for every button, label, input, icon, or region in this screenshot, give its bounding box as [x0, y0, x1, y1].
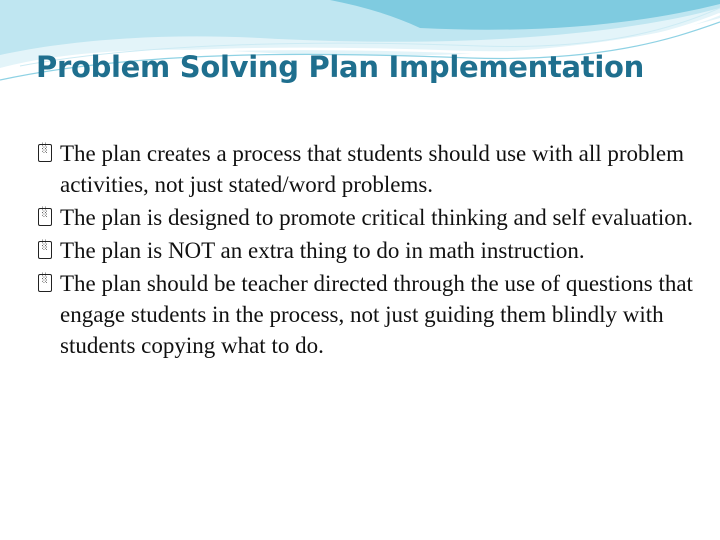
missing-glyph-box-icon: ░ [38, 241, 52, 259]
bullet-list [38, 138, 698, 363]
bullet-item [38, 202, 698, 233]
bullet-text: The plan is designed to promote critical thinking and self evaluation. [60, 205, 693, 230]
bullet-item [38, 235, 698, 266]
slide-title: Problem Solving Plan Implementation [36, 50, 644, 84]
bullet-text: The plan creates a process that students should use with all problem activities, not just stated/word problems. [60, 141, 685, 197]
missing-glyph-box-icon: ░ [38, 144, 52, 162]
bullet-text: The plan is NOT an extra thing to do in math instruction. [60, 238, 585, 263]
bullet-item [38, 138, 698, 200]
missing-glyph-box-icon: ░ [38, 208, 52, 226]
missing-glyph-box-icon: ░ [38, 274, 52, 292]
bullet-text: The plan should be teacher directed through the use of questions that engage students in the process, not just guiding them blindly with students copying what to do. [60, 271, 693, 358]
bullet-item [38, 268, 698, 361]
